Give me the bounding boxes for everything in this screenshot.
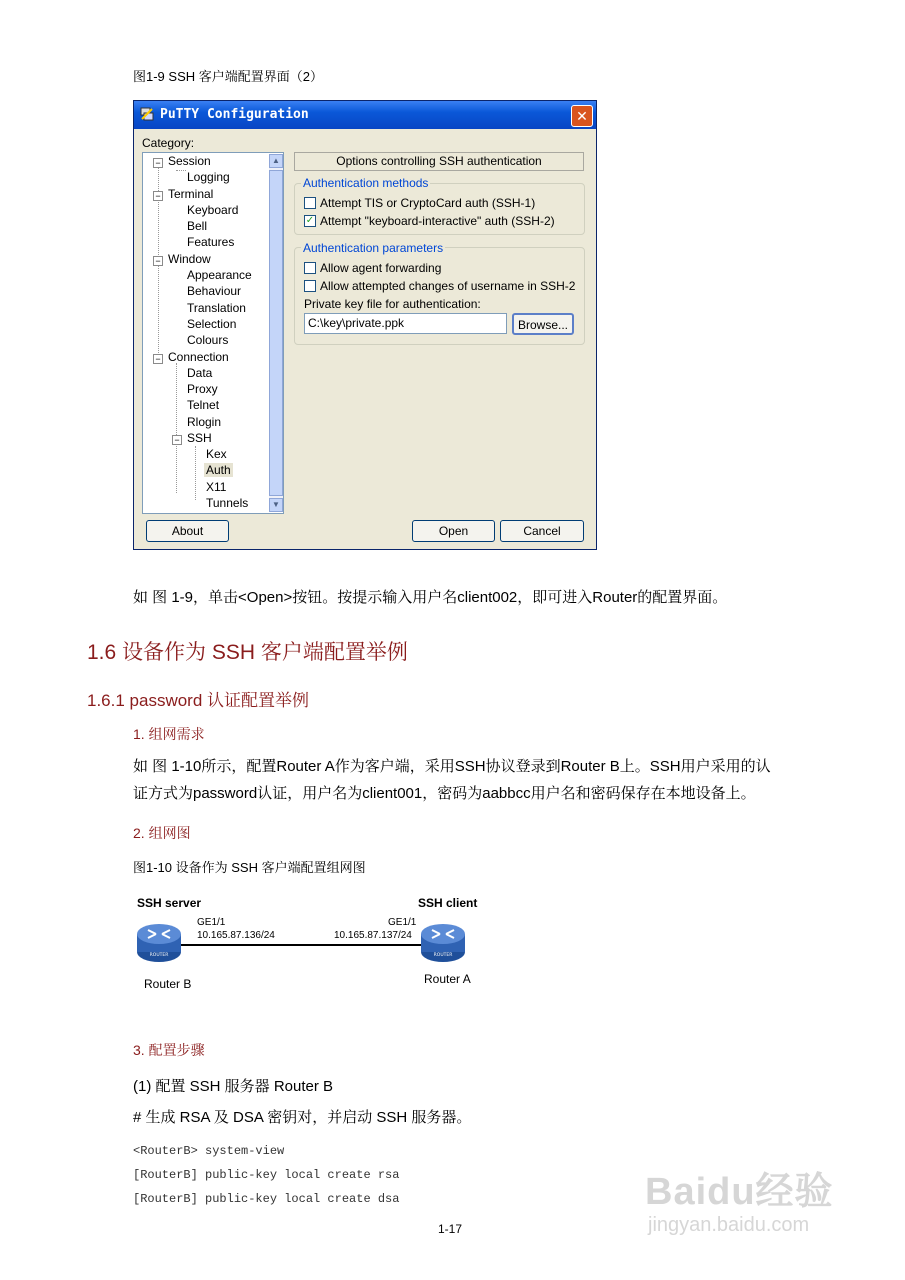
tree-item-bell[interactable]: Bell <box>187 219 208 233</box>
tree-item-ssh[interactable]: SSH <box>187 431 212 445</box>
tree-item-proxy[interactable]: Proxy <box>187 382 218 396</box>
collapse-icon[interactable]: − <box>153 256 163 266</box>
open-button[interactable]: Open <box>412 520 495 542</box>
title-bar[interactable] <box>134 101 596 129</box>
window-title: PuTTY Configuration <box>160 107 309 122</box>
auth-params-label: Authentication parameters <box>303 241 444 255</box>
tree-item-selection[interactable]: Selection <box>187 317 237 331</box>
tree-item-data[interactable]: Data <box>187 366 213 380</box>
keyboard-interactive-checkbox[interactable] <box>304 215 316 227</box>
tree-item-terminal[interactable]: Terminal <box>168 187 214 201</box>
tree-item-colours[interactable]: Colours <box>187 333 229 347</box>
tree-item-session[interactable]: Session <box>168 154 211 168</box>
cancel-button[interactable]: Cancel <box>500 520 584 542</box>
subheading-config-steps: 3. 配置步骤 <box>133 1042 205 1058</box>
tree-item-logging[interactable]: Logging <box>187 170 230 184</box>
panel-title: Options controlling SSH authentication <box>294 152 584 171</box>
left-port-label: GE1/1 <box>197 917 226 928</box>
router-b-badge: ROUTER <box>149 953 169 958</box>
figure-caption-1-10: 图1-10 设备作为 SSH 客户端配置组网图 <box>133 860 366 875</box>
tree-item-tunnels[interactable]: Tunnels <box>206 496 249 510</box>
auth-methods-label: Authentication methods <box>303 176 429 190</box>
check-icon: ✓ <box>305 215 315 226</box>
tree-item-connection[interactable]: Connection <box>168 350 229 364</box>
step-1: (1) 配置 SSH 服务器 Router B <box>133 1078 334 1095</box>
scroll-thumb[interactable] <box>269 170 283 496</box>
tree-item-translation[interactable]: Translation <box>187 301 246 315</box>
comment-generate-keys: # 生成 RSA 及 DSA 密钥对，并启动 SSH 服务器。 <box>133 1109 472 1126</box>
subheading-network-diagram: 2. 组网图 <box>133 825 191 841</box>
key-file-label: Private key file for authentication: <box>304 297 481 311</box>
tree-scrollbar[interactable] <box>269 154 283 512</box>
close-icon: ✕ <box>576 108 588 124</box>
tis-label[interactable]: Attempt TIS or CryptoCard auth (SSH-1) <box>320 196 536 210</box>
keyboard-interactive-label[interactable]: Attempt "keyboard-interactive" auth (SSH-2) <box>320 214 555 228</box>
putty-window <box>133 100 597 550</box>
router-a-icon <box>420 922 466 964</box>
right-port-label: GE1/1 <box>388 917 417 928</box>
code-line: [RouterB] public-key local create dsa <box>133 1192 400 1206</box>
tree-item-telnet[interactable]: Telnet <box>187 398 220 412</box>
scroll-up-icon[interactable]: ▲ <box>269 154 283 168</box>
ssh-client-label: SSH client <box>418 896 478 910</box>
close-button[interactable] <box>571 105 593 127</box>
collapse-icon[interactable]: − <box>153 158 163 168</box>
category-tree <box>142 152 284 514</box>
router-b-label: Router B <box>144 977 192 991</box>
tree-item-rlogin[interactable]: Rlogin <box>187 415 222 429</box>
about-button[interactable]: About <box>146 520 229 542</box>
putty-app-icon <box>140 107 154 121</box>
tree-item-keyboard[interactable]: Keyboard <box>187 203 239 217</box>
tree-item-window[interactable]: Window <box>168 252 211 266</box>
tree-item-features[interactable]: Features <box>187 235 235 249</box>
tree-item-kex[interactable]: Kex <box>206 447 227 461</box>
section-heading-1-6-1: 1.6.1 password 认证配置举例 <box>87 691 310 710</box>
left-ip-label: 10.165.87.136/24 <box>197 930 275 941</box>
watermark-url: jingyan.baidu.com <box>648 1214 810 1236</box>
subheading-network-requirements: 1. 组网需求 <box>133 726 205 742</box>
router-b-icon <box>136 922 182 964</box>
category-label: Category: <box>142 136 195 150</box>
figure-caption: 图1-9 SSH 客户端配置界面（2） <box>133 69 323 84</box>
paragraph-open-instruction: 如 图 1-9，单击<Open>按钮。按提示输入用户名client002，即可进入Router的配置界面。 <box>133 589 728 606</box>
tree-item-x11[interactable]: X11 <box>206 480 227 494</box>
router-a-label: Router A <box>424 972 471 986</box>
watermark-logo: Baidu经验 <box>645 1171 834 1213</box>
collapse-icon[interactable]: − <box>172 435 182 445</box>
tis-checkbox[interactable] <box>304 197 316 209</box>
agent-forwarding-label[interactable]: Allow agent forwarding <box>320 261 442 275</box>
router-a-badge: ROUTER <box>433 953 453 958</box>
collapse-icon[interactable]: − <box>153 191 163 201</box>
tree-item-auth[interactable]: Auth <box>206 463 231 477</box>
section-heading-1-6: 1.6 设备作为 SSH 客户端配置举例 <box>87 641 408 664</box>
key-file-input[interactable]: C:\key\private.ppk <box>304 313 507 334</box>
code-line: <RouterB> system-view <box>133 1144 285 1158</box>
page-number: 1-17 <box>438 1222 463 1236</box>
tree-item-behaviour[interactable]: Behaviour <box>187 284 242 298</box>
agent-forwarding-checkbox[interactable] <box>304 262 316 274</box>
code-line: [RouterB] public-key local create rsa <box>133 1168 400 1182</box>
right-ip-label: 10.165.87.137/24 <box>334 930 412 941</box>
paragraph-requirements-line1: 如 图 1-10所示，配置Router A作为客户端，采用SSH协议登录到Router B上。SSH用户采用的认 <box>133 758 771 775</box>
paragraph-requirements-line2: 证方式为password认证，用户名为client001，密码为aabbcc用户名和密码保存在本地设备上。 <box>133 785 756 802</box>
username-change-checkbox[interactable] <box>304 280 316 292</box>
collapse-icon[interactable]: − <box>153 354 163 364</box>
link-line <box>180 944 423 946</box>
browse-button[interactable]: Browse... <box>512 313 574 335</box>
scroll-down-icon[interactable]: ▼ <box>269 498 283 512</box>
ssh-server-label: SSH server <box>137 896 202 910</box>
tree-item-appearance[interactable]: Appearance <box>187 268 252 282</box>
username-change-label[interactable]: Allow attempted changes of username in SSH-2 <box>320 279 576 293</box>
